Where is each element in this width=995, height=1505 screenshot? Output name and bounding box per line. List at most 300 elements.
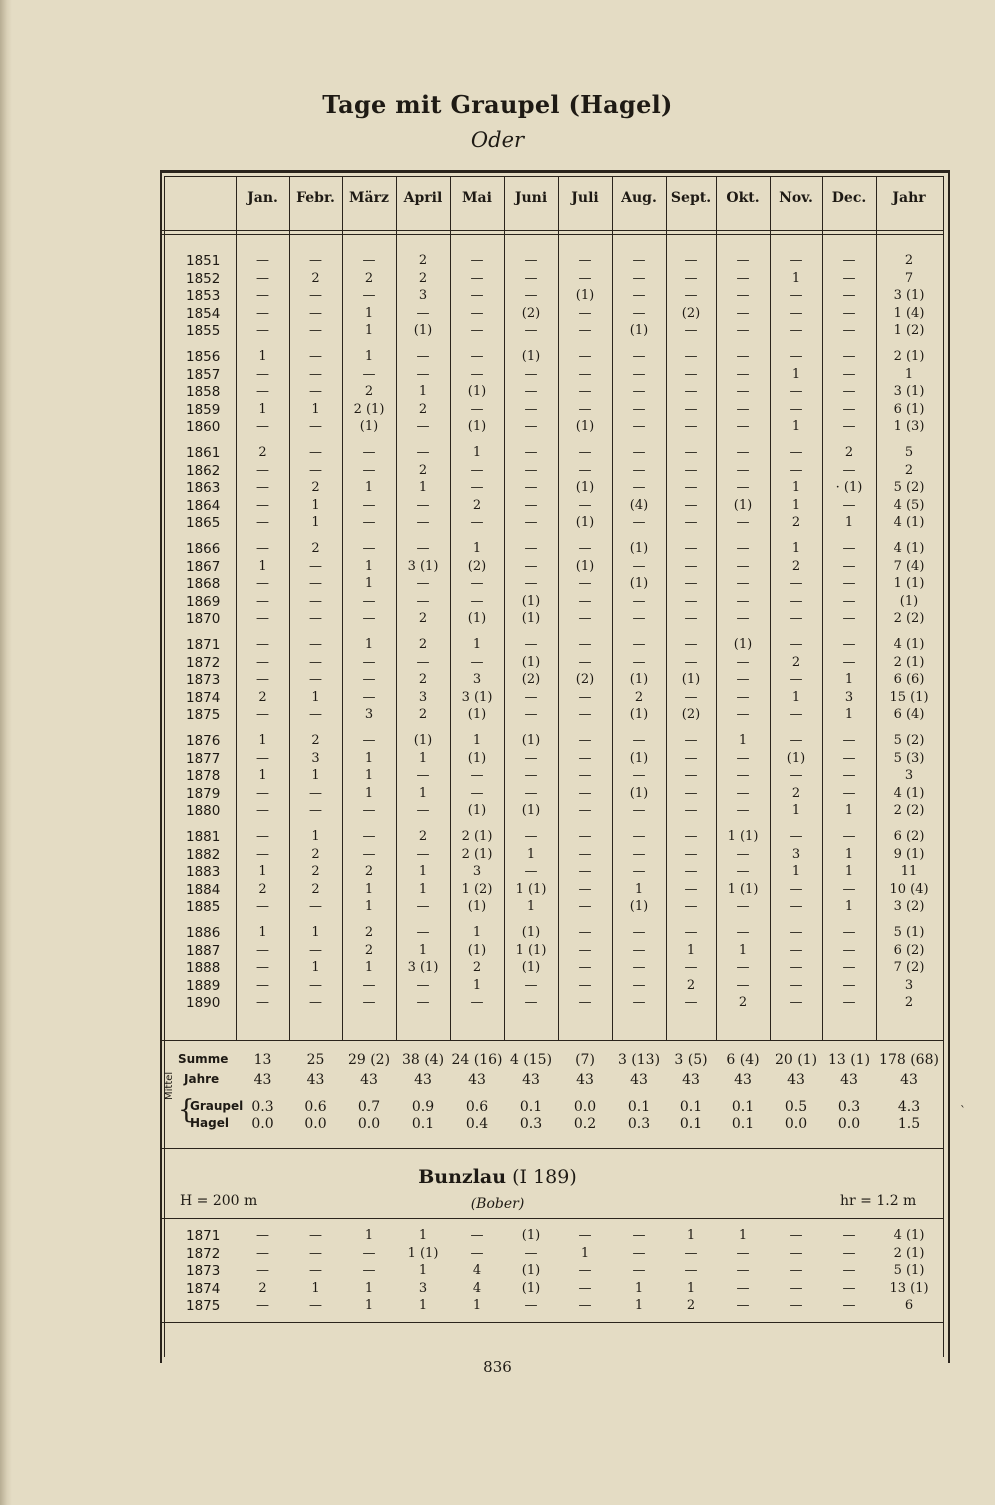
year-label: 1881 <box>186 829 221 845</box>
table-cell: (1) <box>521 349 541 364</box>
table-cell: 1 <box>472 977 482 993</box>
column-header: Aug. <box>621 190 657 206</box>
table-cell: — <box>789 349 803 364</box>
bunzlau-year-label: 1871 <box>186 1228 221 1244</box>
table-cell: — <box>578 654 592 670</box>
table-cell: — <box>684 366 698 382</box>
table-cell: — <box>362 541 376 556</box>
table-cell: (1) <box>575 419 595 435</box>
jahre-cell: 43 <box>468 1072 486 1088</box>
graupel-cell: 0.6 <box>465 1099 489 1115</box>
table-cell: — <box>842 637 856 652</box>
table-cell: — <box>736 689 750 705</box>
table-cell: — <box>470 995 484 1011</box>
bunzlau-cell: 2 (1) <box>893 1245 925 1261</box>
table-cell: 2 <box>844 445 854 460</box>
table-cell: 7 (2) <box>893 960 925 976</box>
bunzlau-cell: — <box>789 1263 803 1278</box>
table-cell: 1 <box>311 497 320 513</box>
table-cell: — <box>842 733 856 748</box>
hagel-cell: 0.0 <box>251 1116 274 1132</box>
table-cell: — <box>789 323 803 339</box>
summary-top-line <box>162 1040 944 1041</box>
table-cell: 5 (1) <box>893 925 925 940</box>
table-cell: 1 <box>364 785 374 801</box>
bunzlau-cell: — <box>524 1245 538 1261</box>
table-cell: — <box>256 960 269 976</box>
bunzlau-year-label: 1874 <box>186 1280 221 1297</box>
table-cell: — <box>789 881 803 897</box>
table-cell: (2) <box>681 305 701 321</box>
table-cell: 3 <box>904 977 914 993</box>
bunzlau-year-label: 1872 <box>186 1245 221 1262</box>
table-cell: — <box>578 864 592 880</box>
table-cell: — <box>256 977 269 993</box>
table-cell: 2 (1) <box>893 349 925 364</box>
year-label: 1859 <box>186 401 221 418</box>
table-cell: — <box>470 288 484 304</box>
table-cell: — <box>632 925 646 940</box>
table-cell: (1) <box>521 733 541 748</box>
table-cell: 1 (1) <box>893 576 925 592</box>
table-cell: 3 <box>791 846 801 862</box>
table-cell: — <box>524 576 538 592</box>
summe-cell: 13 (1) <box>827 1052 871 1068</box>
table-cell: — <box>684 558 698 574</box>
table-cell: 5 (3) <box>893 750 925 766</box>
table-cell: — <box>842 384 856 400</box>
table-cell: — <box>524 785 538 801</box>
table-cell: — <box>842 288 856 304</box>
table-cell: — <box>632 864 646 880</box>
table-cell: (1) <box>359 419 379 435</box>
table-cell: — <box>470 654 484 670</box>
table-cell: — <box>309 899 322 915</box>
bunzlau-cell: — <box>309 1298 322 1313</box>
table-cell: (1) <box>575 288 595 304</box>
table-cell: 2 (2) <box>893 611 925 627</box>
jahre-cell: 43 <box>787 1072 805 1088</box>
bunzlau-cell: 1 <box>311 1280 320 1296</box>
table-cell: 1 <box>364 349 374 364</box>
table-cell: — <box>632 995 646 1011</box>
table-cell: — <box>736 515 750 531</box>
table-cell: 2 <box>258 689 267 705</box>
table-cell: — <box>736 576 750 592</box>
table-cell: 1 <box>258 733 267 748</box>
table-cell: — <box>736 654 750 670</box>
table-cell: — <box>470 515 484 531</box>
bunzlau-cell: — <box>309 1245 322 1261</box>
table-cell: — <box>309 593 322 609</box>
table-cell: — <box>578 977 592 993</box>
table-cell: 3 <box>472 672 482 688</box>
jahre-cell: 43 <box>253 1072 272 1088</box>
table-cell: — <box>632 977 646 993</box>
table-cell: — <box>789 733 803 748</box>
table-cell: — <box>789 942 803 958</box>
table-cell: 2 <box>311 881 320 897</box>
table-cell: 6 (1) <box>893 401 925 417</box>
hagel-label: Hagel <box>190 1116 229 1130</box>
table-cell: 1 (2) <box>461 881 493 897</box>
table-cell: (1) <box>467 707 487 723</box>
table-cell: — <box>842 925 856 940</box>
table-cell: — <box>578 899 592 915</box>
hagel-cell: 0.0 <box>357 1116 381 1132</box>
year-label: 1867 <box>186 558 221 575</box>
table-cell: 1 <box>472 445 482 460</box>
table-cell: 2 <box>791 558 801 574</box>
table-cell: (2) <box>575 672 595 688</box>
table-cell: 1 <box>364 768 374 784</box>
table-cell: — <box>842 829 856 844</box>
hagel-cell: 0.0 <box>837 1116 861 1132</box>
table-cell: 2 <box>418 462 428 478</box>
table-cell: — <box>684 515 698 531</box>
table-cell: — <box>362 733 376 748</box>
table-cell: — <box>789 899 803 915</box>
jahre-cell: 43 <box>682 1072 700 1088</box>
table-cell: — <box>256 288 269 304</box>
table-cell: 1 <box>686 942 696 958</box>
table-cell: 1 <box>472 733 482 748</box>
table-cell: — <box>578 611 592 627</box>
bunzlau-name: Bunzlau <box>418 1166 507 1188</box>
mittel-label: Mittel <box>164 1071 175 1100</box>
table-cell: — <box>684 401 698 417</box>
table-cell: 5 (2) <box>893 480 925 496</box>
year-label: 1883 <box>186 864 221 881</box>
table-cell: — <box>362 672 376 688</box>
table-cell: — <box>684 593 698 609</box>
table-cell: — <box>470 253 484 268</box>
table-cell: — <box>684 541 698 556</box>
table-cell: — <box>362 654 376 670</box>
table-cell: — <box>309 305 322 321</box>
bunzlau-cell: — <box>684 1263 698 1278</box>
table-cell: · (1) <box>835 480 863 496</box>
table-cell: — <box>524 637 538 652</box>
hagel-cell: 0.4 <box>465 1116 489 1132</box>
table-cell: 2 <box>791 654 801 670</box>
table-cell: — <box>578 497 592 513</box>
table-cell: 1 <box>364 323 374 339</box>
table-cell: — <box>842 462 856 478</box>
table-cell: — <box>256 366 269 382</box>
table-cell: (1) <box>521 654 541 670</box>
table-cell: 1 <box>791 366 801 382</box>
table-cell: 1 <box>791 689 801 705</box>
table-cell: — <box>309 803 322 819</box>
table-cell: — <box>684 270 698 286</box>
table-cell: — <box>842 881 856 897</box>
table-cell: — <box>684 733 698 748</box>
table-cell: — <box>578 689 592 705</box>
table-cell: — <box>524 323 538 339</box>
table-cell: — <box>309 611 322 627</box>
table-cell: — <box>632 515 646 531</box>
table-cell: — <box>789 611 803 627</box>
column-header: Juni <box>514 190 548 206</box>
table-cell: — <box>842 305 856 321</box>
table-cell: — <box>736 541 750 556</box>
year-label: 1869 <box>186 593 221 610</box>
year-label: 1865 <box>186 515 221 532</box>
table-cell: 6 (2) <box>893 942 925 958</box>
table-cell: — <box>256 323 269 339</box>
bunzlau-cell: 1 <box>634 1298 644 1313</box>
year-label: 1853 <box>186 288 221 305</box>
bunzlau-cell: — <box>789 1298 803 1313</box>
year-label: 1866 <box>186 541 221 557</box>
table-cell: — <box>684 637 698 652</box>
table-cell: — <box>632 401 646 417</box>
table-cell: 1 <box>791 419 801 435</box>
table-cell: — <box>842 401 856 417</box>
table-cell: 2 <box>364 384 374 400</box>
table-cell: 2 <box>258 445 267 460</box>
table-cell: — <box>362 253 376 268</box>
table-cell: — <box>578 733 592 748</box>
table-cell: — <box>736 768 750 784</box>
year-label: 1852 <box>186 270 221 287</box>
table-cell: — <box>578 829 592 844</box>
table-cell: — <box>578 349 592 364</box>
year-label: 1888 <box>186 960 221 977</box>
column-header: Sept. <box>670 190 712 206</box>
table-cell: 1 <box>311 960 320 976</box>
year-label: 1890 <box>186 995 221 1012</box>
table-cell: (1) <box>629 576 649 592</box>
table-cell: — <box>416 995 430 1011</box>
bunzlau-cell: 1 <box>634 1280 644 1296</box>
table-cell: 1 <box>311 925 320 940</box>
table-cell: 1 <box>418 384 428 400</box>
table-cell: 6 (4) <box>893 707 925 723</box>
table-cell: 1 <box>791 803 801 819</box>
table-cell: — <box>578 637 592 652</box>
table-cell: 1 <box>791 864 801 880</box>
table-cell: — <box>524 480 538 496</box>
summe-cell: 24 (16) <box>451 1052 503 1068</box>
column-header: Dec. <box>831 190 867 206</box>
table-cell: — <box>309 419 322 435</box>
table-cell: 2 <box>258 881 267 897</box>
table-cell: — <box>256 253 269 268</box>
table-cell: 1 <box>364 960 374 976</box>
year-label: 1878 <box>186 768 221 785</box>
column-header: März <box>349 190 389 206</box>
table-cell: 2 <box>418 829 428 844</box>
table-cell: — <box>684 480 698 496</box>
table-cell: 2 <box>634 689 644 705</box>
year-label: 1889 <box>186 977 221 994</box>
table-cell: — <box>632 288 646 304</box>
table-cell: — <box>416 515 430 531</box>
bunzlau-cell: 1 (1) <box>407 1245 439 1261</box>
bunzlau-cell: — <box>632 1263 646 1278</box>
table-cell: — <box>256 785 269 801</box>
table-cell: — <box>842 942 856 958</box>
bunzlau-cell: — <box>842 1245 856 1261</box>
table-cell: — <box>362 515 376 531</box>
table-cell: 1 <box>738 733 748 748</box>
table-cell: — <box>578 881 592 897</box>
table-cell: — <box>256 305 269 321</box>
summe-cell: 20 (1) <box>774 1052 818 1068</box>
table-cell: — <box>470 768 484 784</box>
jahre-cell: 43 <box>576 1072 594 1088</box>
table-cell: 1 <box>791 497 801 513</box>
table-cell: — <box>256 480 269 496</box>
year-label: 1855 <box>186 323 221 340</box>
table-cell: (1) <box>681 672 701 688</box>
table-cell: 3 <box>418 288 428 304</box>
table-cell: — <box>256 576 269 592</box>
table-cell: — <box>789 445 803 460</box>
bunzlau-cell: — <box>309 1263 322 1278</box>
table-cell: — <box>256 654 269 670</box>
table-cell: 1 <box>364 480 374 496</box>
table-cell: 1 <box>364 899 374 915</box>
year-label: 1858 <box>186 384 221 401</box>
table-cell: — <box>736 846 750 862</box>
table-cell: — <box>524 419 538 435</box>
bunzlau-cell: 13 (1) <box>889 1280 929 1296</box>
page-number: 836 <box>483 1358 512 1376</box>
table-cell: — <box>470 349 484 364</box>
jahre-cell: 43 <box>306 1072 325 1088</box>
table-cell: — <box>842 960 856 976</box>
table-cell: — <box>736 864 750 880</box>
table-cell: — <box>362 445 376 460</box>
jahre-cell: 43 <box>734 1072 752 1088</box>
table-cell: — <box>309 654 322 670</box>
table-cell: — <box>256 270 269 286</box>
summe-cell: (7) <box>575 1052 595 1068</box>
table-cell: 2 <box>738 995 748 1011</box>
table-cell: — <box>632 829 646 844</box>
bunzlau-cell: — <box>736 1263 750 1278</box>
table-cell: — <box>684 497 698 513</box>
table-cell: (1) <box>733 497 753 513</box>
table-cell: — <box>736 305 750 321</box>
table-cell: — <box>309 288 322 304</box>
table-cell: 2 <box>311 541 320 556</box>
table-cell: — <box>309 576 322 592</box>
table-cell: — <box>256 541 269 556</box>
table-cell: — <box>416 541 430 556</box>
table-cell: — <box>736 960 750 976</box>
table-cell: — <box>632 768 646 784</box>
table-cell: 6 (6) <box>893 672 925 688</box>
jahre-label: Jahre <box>184 1072 220 1086</box>
table-cell: — <box>578 803 592 819</box>
table-cell: 4 (1) <box>893 541 925 556</box>
table-cell: — <box>256 942 269 958</box>
table-cell: — <box>578 925 592 940</box>
table-cell: — <box>362 977 376 993</box>
year-label: 1885 <box>186 899 221 916</box>
table-cell: 5 <box>904 445 914 460</box>
bunzlau-cell: — <box>256 1263 269 1278</box>
table-cell: — <box>632 611 646 627</box>
year-label: 1860 <box>186 419 221 436</box>
table-cell: — <box>684 349 698 364</box>
table-cell: 2 <box>791 515 801 531</box>
table-cell: 2 <box>686 977 696 993</box>
table-cell: — <box>362 995 376 1011</box>
year-label: 1884 <box>186 881 221 898</box>
table-cell: — <box>789 977 803 993</box>
summe-label: Summe <box>178 1052 229 1066</box>
table-cell: — <box>362 366 376 382</box>
bunzlau-cell: 6 <box>904 1298 914 1313</box>
page-subtitle: Oder <box>470 128 525 152</box>
table-cell: — <box>309 707 322 723</box>
table-cell: 4 (1) <box>893 515 925 531</box>
table-cell: — <box>842 593 856 609</box>
table-cell: — <box>416 366 430 382</box>
table-cell: (1) <box>521 803 541 819</box>
bunzlau-cell: 1 <box>364 1280 374 1296</box>
table-cell: — <box>578 445 592 460</box>
table-cell: — <box>524 541 538 556</box>
bunzlau-cell: — <box>578 1228 592 1243</box>
table-cell: — <box>632 305 646 321</box>
table-cell: — <box>362 689 376 705</box>
bunzlau-cell: — <box>256 1228 269 1243</box>
bunzlau-cell: — <box>362 1245 376 1261</box>
table-cell: — <box>736 750 750 766</box>
table-cell: — <box>632 270 646 286</box>
table-cell: 3 (1) <box>893 384 925 400</box>
table-cell: — <box>736 480 750 496</box>
table-cell: — <box>632 654 646 670</box>
table-cell: — <box>789 288 803 304</box>
table-cell: — <box>470 366 484 382</box>
table-cell: — <box>256 419 269 435</box>
table-cell: — <box>416 977 430 993</box>
table-cell: — <box>736 401 750 417</box>
table-cell: 1 <box>311 515 320 531</box>
graupel-cell: 4.3 <box>897 1099 921 1115</box>
table-cell: — <box>362 829 376 844</box>
table-cell: — <box>789 672 803 688</box>
table-cell: — <box>256 611 269 627</box>
table-cell: — <box>736 558 750 574</box>
table-cell: 2 <box>472 497 482 513</box>
table-cell: 1 <box>364 576 374 592</box>
table-cell: — <box>524 829 538 844</box>
table-cell: — <box>309 558 322 574</box>
table-cell: (1) <box>575 558 595 574</box>
bunzlau-cell: 4 (1) <box>893 1228 925 1243</box>
year-label: 1864 <box>186 497 221 514</box>
table-cell: — <box>736 707 750 723</box>
summe-cell: 178 (68) <box>879 1052 939 1068</box>
graupel-cell: 0.3 <box>837 1099 861 1115</box>
hagel-cell: 0.1 <box>679 1116 703 1132</box>
table-cell: (1) <box>521 960 541 976</box>
bunzlau-cell: — <box>736 1298 750 1313</box>
table-cell: — <box>524 515 538 531</box>
table-cell: — <box>309 323 322 339</box>
table-cell: — <box>736 462 750 478</box>
table-cell: — <box>309 995 322 1011</box>
table-cell: — <box>416 305 430 321</box>
